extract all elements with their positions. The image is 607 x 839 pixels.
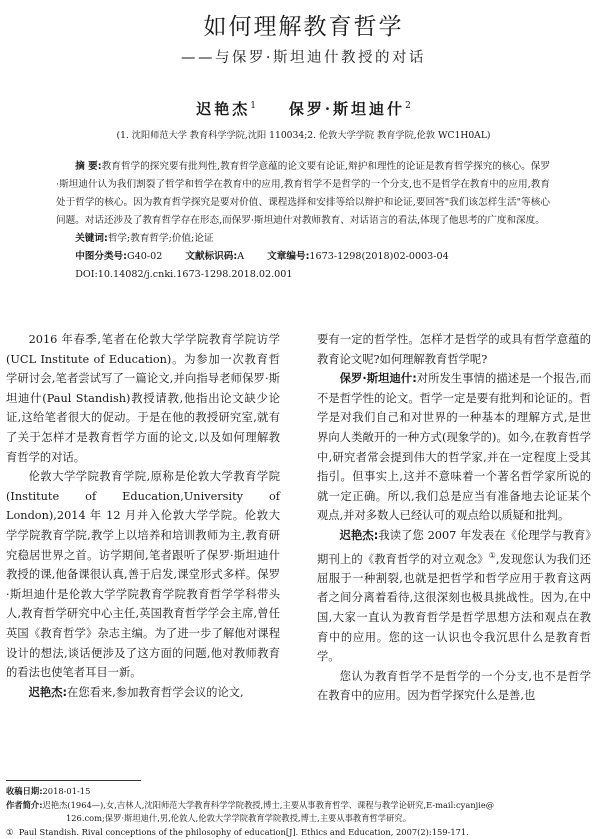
abstract-text: 教育哲学的探究要有批判性,教育哲学意蕴的论文要有论证,辩护和理性的论证是教育哲学探究的核心。保罗·斯坦迪什认为我们割裂了哲学和哲学在教育中的应用,教育哲学不是哲学的一个分支,也不是哲学在教育中的应用,教育处于哲学的核心。因为教育哲学探究是要对价值、课程选择和安排等给以辩护和论证,要回答"我们该怎样生活"等核心问题。对话还涉及了教育哲学存在形态,而保罗·斯坦迪什对教师教育、对话语言的看法,体现了他思考的广度和深度。 [56, 161, 550, 226]
paragraph [317, 369, 591, 526]
footnotes [6, 785, 602, 839]
body-column-left [6, 330, 280, 702]
paragraph: 您认为教育哲学不是哲学的一个分支,也不是哲学在教育中的应用。因为哲学探究什么是善,也 [317, 667, 591, 706]
speaker-label: 迟艳杰: [340, 529, 379, 542]
received-value: 2018-01-15 [43, 786, 91, 796]
reference-text: Paul Standish. Rival conceptions of the philosophy of education[J]. Ethics and Education, 2007(2):159-171. [19, 827, 469, 837]
article-no [267, 251, 449, 262]
bio-label: 作者简介: [6, 800, 43, 810]
classification-row [56, 248, 550, 266]
author-bio [6, 799, 602, 813]
affiliation: (1. 沈阳师范大学 教育科学学院,沈阳 110034;2. 伦敦大学学院 教育学院,伦敦 WC1H0AL) [0, 127, 607, 141]
paragraph [6, 683, 280, 703]
received-label: 收稿日期: [6, 786, 43, 796]
author-1-sup: 1 [250, 101, 256, 111]
paragraph [317, 526, 591, 667]
reference-mark: ① [6, 827, 13, 837]
received-date [6, 785, 602, 799]
speaker-label: 迟艳杰: [29, 686, 67, 699]
doc-code [185, 251, 244, 262]
speech-text: 在您看来,参加教育哲学会议的论文, [67, 686, 244, 699]
keywords-text: 哲学;教育哲学;价值;论证 [108, 233, 214, 244]
keywords-label: 关键词: [75, 233, 108, 244]
author-bio-cont: 126.com;保罗·斯坦迪什,男,伦敦人,伦敦大学学院教育学院教授,博士,主要从事教育哲学研究。 [6, 812, 602, 826]
reference-note [6, 826, 602, 839]
paragraph: 2016 年春季,笔者在伦敦大学学院教育学院访学(UCL Institute of Education)。为参加一次教育哲学研讨会,笔者尝试写了一篇论文,并向指导老师保罗·斯坦迪什(Paul Standish)教授请教,他指出论文缺少论证,这给笔者很大的促动。于是在他的教授研究室,就有了关于怎样才是教育哲学方面的论文,以及如何理解教育哲学的对话。 [6, 330, 280, 467]
footnote-ref: ① [489, 551, 496, 560]
speech-text: ,发现您认为我们还屈服于一种割裂,也就是把哲学和哲学应用于教育这两者之间分离着看待,这很深刻也极具挑战性。因为,在中国,大家一直认为教育哲学是哲学思想方法和观点在教育中的应用。您的这一认识也令我沉思什么是教育哲学。 [317, 552, 591, 663]
authors [0, 98, 607, 119]
paper-title: 如何理解教育哲学 [0, 8, 607, 41]
doi: DOI:10.14082/j.cnki.1673-1298.2018.02.001 [56, 266, 550, 284]
author-1: 迟艳杰 [196, 100, 250, 118]
doc-code-label: 文献标识码: [185, 251, 237, 262]
speech-text: 我读了您 2007 年发表在《伦理学与教育》期刊上的《教育哲学的对立观念》 [317, 529, 591, 565]
clc-label: 中图分类号: [75, 251, 127, 262]
body-column-right [317, 330, 591, 706]
paragraph: 伦敦大学学院教育学院,原称是伦敦大学教育学院(Institute of Education,University of London),2014 年 12 月并入伦敦大学学院。伦敦大学学院教育学院,教学上以培养和培训教师为主,教育研究稳居世界之首。访学期间,笔者跟听了保罗·斯坦迪什教授的课,他备课很认真,善于启发,课堂形式多样。保罗·斯坦迪什是伦敦大学学院教育学院教育哲学学科带头人,教育哲学研究中心主任,英国教育哲学学会主席,曾任英国《教育哲学》杂志主编。为了进一步了解他对课程设计的想法,谈话便涉及了这方面的问题,他对教师教育的看法也使笔者耳目一新。 [6, 467, 280, 683]
speech-text: 对所发生事情的描述是一个报告,而不是哲学性的论文。哲学一定是要有批判和论证的。哲学是对我们自己和对世界的一种基本的理解方式,是世界向人类敞开的一种方式(现象学的)。如今,在教育哲学中,研究者常会提到伟大的哲学家,并在一定程度上受其指引。但事实上,这并不意味着一个著名哲学家所说的就一定正确。所以,我们总是应当有准备地去论证某个观点,并对多数人已经认可的观点给以质疑和批判。 [317, 372, 591, 522]
article-no-value: 1673-1298(2018)02-0003-04 [309, 251, 448, 262]
abstract-block [56, 158, 550, 284]
paragraph: 要有一定的哲学性。怎样才是哲学的或具有哲学意蕴的教育论文呢?如何理解教育哲学呢? [317, 330, 591, 369]
abstract-label: 摘 要: [75, 161, 101, 172]
clc [75, 251, 162, 262]
paper-subtitle: ——与保罗·斯坦迪什教授的对话 [0, 46, 607, 67]
author-2-sup: 2 [405, 101, 411, 111]
bio-text: 迟艳杰(1964—),女,吉林人,沈阳师范大学教育科学学院教授,博士,主要从事教育哲学、课程与教学论研究,E-mail:cyanjie@ [43, 800, 495, 810]
article-no-label: 文章编号: [267, 251, 309, 262]
abstract [56, 158, 550, 230]
footnote-divider [6, 780, 141, 781]
author-2: 保罗·斯坦迪什 [289, 100, 405, 118]
keywords [56, 230, 550, 248]
speaker-label: 保罗·斯坦迪什: [340, 372, 417, 385]
doc-code-value: A [237, 251, 244, 262]
clc-value: G40-02 [127, 251, 162, 262]
